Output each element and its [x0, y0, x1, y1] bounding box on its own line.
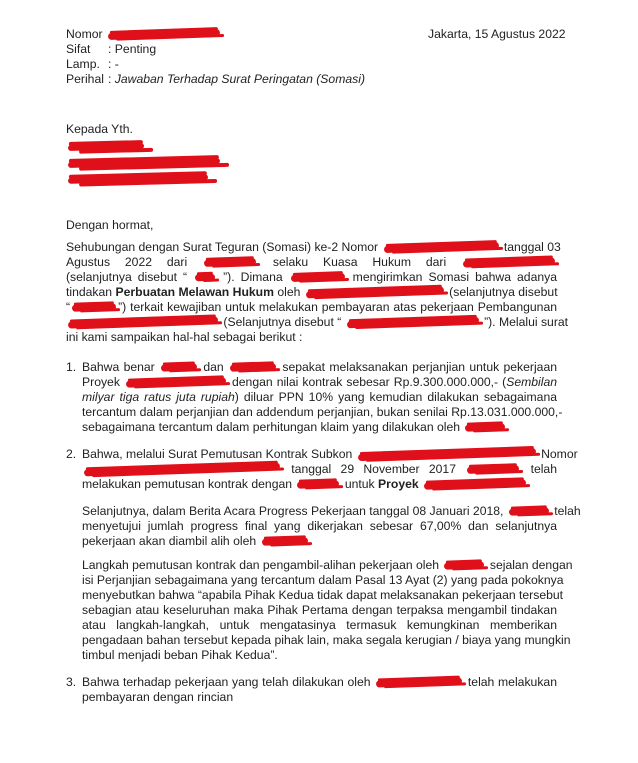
point2-line: sebagian atau keseluruhan maka Pihak Pertama dengan terpaksa mengambil tindakan — [82, 603, 557, 617]
redaction-mark — [261, 537, 307, 546]
text-span: sejalan dengan — [489, 558, 573, 572]
greeting: Dengan hormat, — [66, 218, 154, 232]
point3-line — [82, 675, 557, 690]
perihal-value: Jawaban Terhadap Surat Peringatan (Somasi) — [114, 72, 365, 86]
lamp-row — [66, 57, 119, 72]
sifat-label: Sifat — [66, 42, 91, 56]
text-span: telah — [530, 462, 557, 476]
text-span: Langkah pemutusan kontrak dan pengambil-alihan pekerjaan oleh — [82, 558, 440, 572]
perihal-label: Perihal — [66, 72, 104, 86]
point2-line: isi Perjanjian sebagaimana yang tercantum dalam Pasal 13 Ayat (2) yang pada pokoknya — [82, 573, 564, 587]
text-span: tanggal 03 — [503, 240, 561, 254]
redaction-mark — [195, 274, 215, 282]
intro-line — [66, 315, 569, 330]
redaction-mark — [509, 508, 549, 516]
text-span: sepakat melaksanakan perjanjian untuk pekerjaan — [282, 360, 558, 374]
colon: : — [108, 57, 112, 71]
point3-line: pembayaran dengan rincian — [82, 690, 234, 704]
intro-line — [66, 255, 557, 270]
nomor-label: Nomor — [66, 27, 103, 41]
text-span: Bahwa terhadap pekerjaan yang telah dilakukan oleh — [82, 675, 371, 689]
text-span: oleh — [277, 285, 301, 299]
list-number: 2. — [66, 447, 77, 461]
redaction-mark — [108, 29, 220, 40]
redaction-mark — [161, 364, 197, 372]
point2-line: timbul menjadi beban Pihak Kedua”. — [82, 648, 278, 662]
intro-line — [66, 270, 557, 285]
point2-line: menyebutkan bahwa “apabila Pihak Kedua tidak dapat melaksanakan pekerjaan tersebut — [82, 588, 564, 602]
redaction-mark — [204, 258, 256, 267]
letter-date: Jakarta, 15 Agustus 2022 — [428, 27, 566, 41]
point2-line: menyetujui jumlah progress final yang dikerjakan sebesar 67,00% dan selanjutnya — [82, 519, 557, 533]
intro-line — [66, 240, 561, 255]
colon: : — [108, 72, 112, 86]
text-span: tanggal 29 November 2017 — [291, 462, 456, 476]
point2-line — [82, 534, 310, 549]
redaction-mark — [465, 424, 505, 432]
redaction-mark — [68, 317, 218, 329]
text-span: ”). Melalui surat — [484, 315, 569, 329]
point2-line — [82, 447, 578, 462]
text-span: Sehubungan dengan Surat Teguran (Somasi) ke-2 Nomor — [66, 240, 379, 254]
point2-line — [82, 477, 528, 492]
redaction-mark — [68, 158, 220, 168]
redaction-mark — [383, 242, 498, 253]
text-span: melakukan pemutusan kontrak dengan — [82, 477, 293, 491]
point2-line — [82, 504, 581, 519]
text-span: (selanjutnya disebut “ — [66, 270, 188, 284]
lamp-label: Lamp. — [66, 57, 100, 71]
text-span: Bahwa, melalui Surat Pemutusan Kontrak Subkon — [82, 447, 353, 461]
text-span: Proyek — [378, 477, 419, 491]
text-span: Agustus 2022 dari — [66, 255, 188, 269]
redaction-mark — [376, 678, 462, 688]
text-span: ”). Dimana — [223, 270, 283, 284]
point2-line: atau langkah-langkah, untuk mengatasinya termasuk kemungkinan memberikan — [82, 618, 557, 632]
intro-line — [66, 285, 557, 300]
point2-line: pengadaan bahan tersebut kepada pihak lain, maka segala kerugian / biaya yang mungkin — [82, 633, 571, 647]
point1-line — [82, 360, 557, 375]
redaction-mark — [72, 304, 116, 313]
list-number: 1. — [66, 360, 77, 374]
lamp-value: - — [114, 57, 119, 71]
text-span: dengan nilai kontrak sebesar Rp.9.300.000.000,- ( — [232, 375, 507, 389]
redaction-mark — [126, 378, 226, 388]
redaction-mark — [306, 287, 444, 299]
text-span: Nomor — [541, 447, 578, 461]
redaction-mark — [467, 465, 519, 474]
text-span: Sembilan — [506, 375, 558, 389]
sifat-row — [66, 42, 156, 57]
text-span: milyar tiga ratus juta rupiah — [82, 390, 235, 404]
text-span: telah — [554, 504, 581, 518]
text-span: selaku Kuasa Hukum dari — [272, 255, 447, 269]
redaction-mark — [347, 317, 479, 329]
redaction-mark — [291, 273, 345, 282]
redaction-mark — [297, 481, 339, 489]
perihal-row — [66, 72, 365, 87]
point1-line — [82, 420, 507, 435]
intro-line: ini kami sampaikan hal-hal sebagai berikut : — [66, 330, 303, 344]
text-span: dan — [203, 360, 224, 374]
redaction-mark — [424, 480, 526, 491]
text-span: tindakan — [66, 285, 113, 299]
text-span: ”) terkait kewajiban untuk melakukan pembayaran atas pekerjaan Pembangunan — [118, 300, 557, 314]
redaction-mark — [68, 143, 144, 151]
redaction-mark — [84, 463, 280, 477]
redaction-mark — [463, 258, 555, 268]
list-number: 3. — [66, 675, 77, 689]
redaction-mark — [358, 448, 536, 461]
redaction-mark — [444, 562, 484, 570]
text-span: pekerjaan akan diambil alih oleh — [82, 534, 257, 548]
text-span: Perbuatan Melawan Hukum — [115, 285, 274, 299]
text-span: sebagaimana tercantum dalam perhitungan klaim yang dilakukan oleh — [82, 420, 461, 434]
point1-line — [82, 390, 557, 405]
text-span: telah melakukan — [467, 675, 557, 689]
text-span: Selanjutnya, dalam Berita Acara Progress Pekerjaan tanggal 08 Januari 2018, — [82, 504, 504, 518]
text-span: mengirimkan Somasi bahwa adanya — [352, 270, 557, 284]
text-span: Proyek — [82, 375, 120, 389]
point1-line — [82, 375, 557, 390]
kepada-label: Kepada Yth. — [66, 122, 133, 136]
point1-line: tercantum dalam perjanjian dan addendum perjanjian, bukan senilai Rp.13.031.000.000,- — [82, 405, 563, 419]
redaction-mark — [68, 174, 208, 184]
point2-line — [82, 462, 557, 477]
text-span: (Selanjutnya disebut “ — [223, 315, 342, 329]
intro-line — [66, 300, 557, 315]
point2-line — [82, 558, 573, 573]
text-span: (selanjutnya disebut — [449, 285, 558, 299]
sifat-value: Penting — [114, 42, 157, 56]
text-span: ) diluar PPN 10% yang kemudian dilakukan sebagaimana — [234, 390, 557, 404]
nomor-row — [66, 27, 222, 42]
text-span: untuk — [344, 477, 375, 491]
redaction-mark — [230, 363, 276, 372]
text-span: “ — [66, 300, 71, 314]
colon: : — [108, 42, 112, 56]
text-span: Bahwa benar — [82, 360, 155, 374]
